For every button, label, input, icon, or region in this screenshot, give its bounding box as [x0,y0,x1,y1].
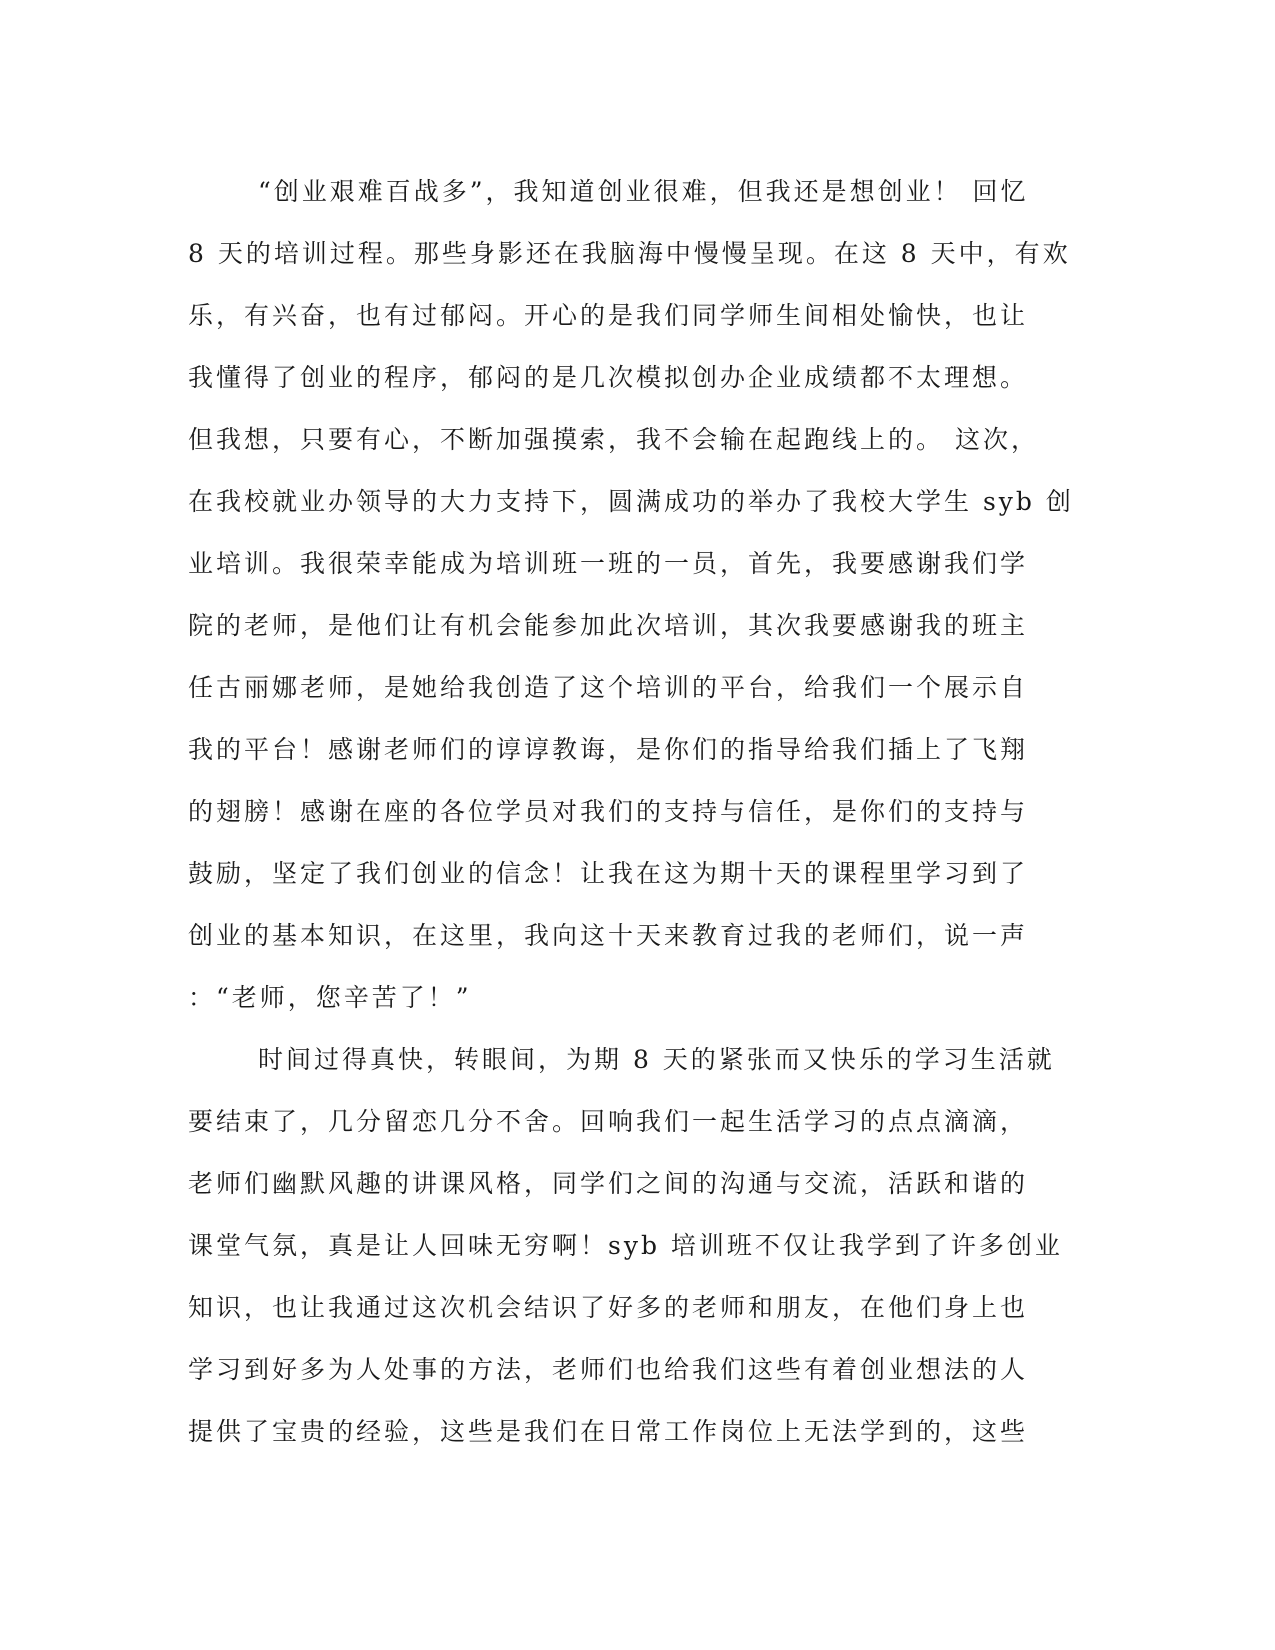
text-line: 要结束了，几分留恋几分不舍。回响我们一起生活学习的点点滴滴， [188,1107,1029,1136]
text-line: 知识，也让我通过这次机会结识了好多的老师和朋友，在他们身上也 [188,1293,1029,1322]
text-line: “创业艰难百战多”，我知道创业很难，但我还是想创业！ 回忆 [258,177,1029,206]
text-line: 我的平台！感谢老师们的谆谆教诲，是你们的指导给我们插上了飞翔 [188,735,1029,764]
text-line: 时间过得真快，转眼间，为期 8 天的紧张而又快乐的学习生活就 [258,1045,1055,1074]
text-line: 但我想，只要有心，不断加强摸索，我不会输在起跑线上的。 这次， [188,425,1039,454]
text-line: 任古丽娜老师，是她给我创造了这个培训的平台，给我们一个展示自 [188,673,1029,702]
text-line: 学习到好多为人处事的方法，老师们也给我们这些有着创业想法的人 [188,1355,1029,1384]
text-line: 创业的基本知识，在这里，我向这十天来教育过我的老师们，说一声 [188,921,1029,950]
text-line: 老师们幽默风趣的讲课风格，同学们之间的沟通与交流，活跃和谐的 [188,1169,1029,1198]
paragraph-2 [188,1029,1088,1463]
text-line: 业培训。我很荣幸能成为培训班一班的一员，首先，我要感谢我们学 [188,549,1029,578]
document-body [188,161,1088,1463]
text-line: 8 天的培训过程。那些身影还在我脑海中慢慢呈现。在这 8 天中，有欢 [188,239,1071,268]
text-line: 在我校就业办领导的大力支持下，圆满成功的举办了我校大学生 syb 创 [188,487,1074,516]
text-line: 院的老师，是他们让有机会能参加此次培训，其次我要感谢我的班主 [188,611,1029,640]
text-line: 我懂得了创业的程序，郁闷的是几次模拟创办企业成绩都不太理想。 [188,363,1029,392]
text-line: 的翅膀！感谢在座的各位学员对我们的支持与信任，是你们的支持与 [188,797,1029,826]
text-line: 提供了宝贵的经验，这些是我们在日常工作岗位上无法学到的，这些 [188,1417,1029,1446]
text-line: 乐，有兴奋，也有过郁闷。开心的是我们同学师生间相处愉快，也让 [188,301,1029,330]
paragraph-1 [188,161,1088,1029]
text-line: ：“老师，您辛苦了！” [188,983,472,1012]
text-line: 鼓励，坚定了我们创业的信念！让我在这为期十天的课程里学习到了 [188,859,1029,888]
text-line: 课堂气氛，真是让人回味无穷啊！syb 培训班不仅让我学到了许多创业 [188,1231,1063,1260]
